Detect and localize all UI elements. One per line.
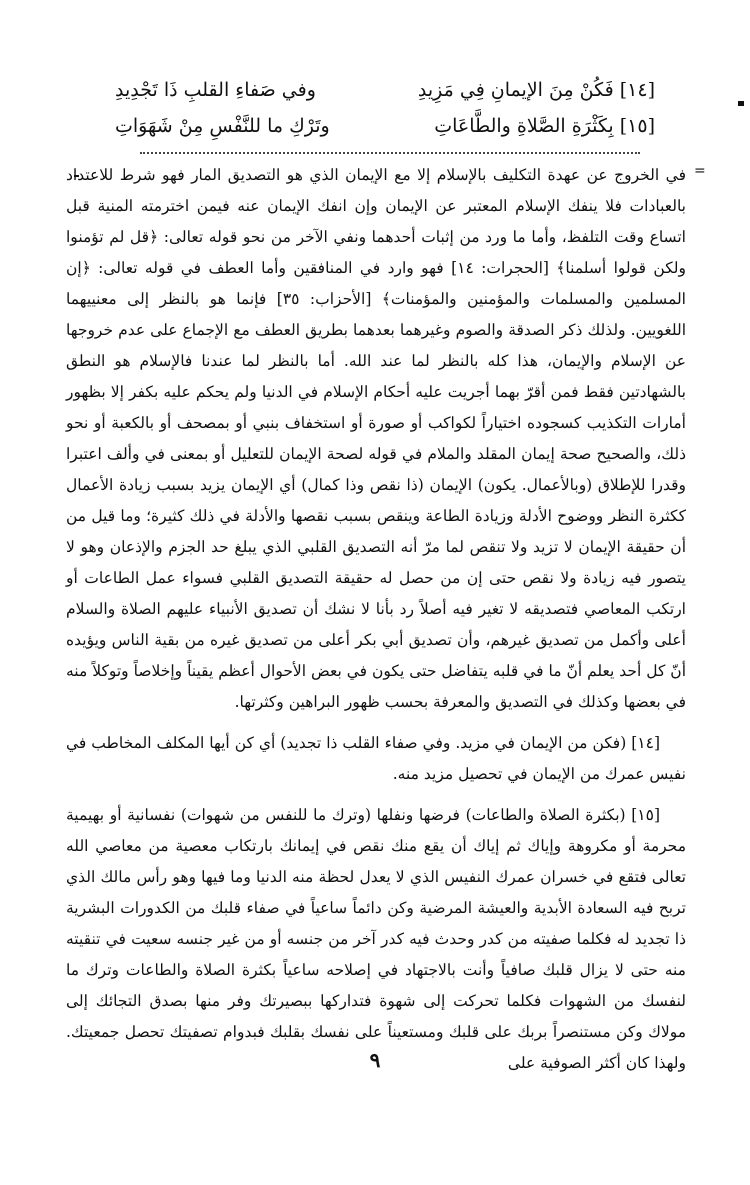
page-number: ٩ <box>369 1048 381 1072</box>
verse-line <box>115 72 655 108</box>
commentary-paragraph: [١٤] (فكن من الإيمان في مزيد. وفي صفاء القلب ذا تجديد) أي كن أيها المكلف المخاطب في نفيس عمرك من الإيمان في تحصيل مزيد منه. <box>66 734 686 783</box>
verse-second-hemistich: وفي صَفاءِ القلبِ ذَا تَجْدِيدِ <box>115 79 316 101</box>
verse-line <box>115 108 655 144</box>
continuation-mark: = <box>694 163 706 179</box>
verse-second-hemistich: وتَرْكِ ما للنَّفْسِ مِنْ شَهَوَاتِ <box>115 115 330 137</box>
dotted-separator <box>140 152 640 154</box>
commentary-text <box>66 160 686 1079</box>
verse-first-hemistich: [١٥] بِكَثْرَةِ الصَّلاةِ والطَّاعَاتِ <box>434 115 655 137</box>
margin-mark <box>738 101 744 106</box>
verse-block <box>115 72 655 144</box>
verse-first-hemistich: [١٤] فَكُنْ مِنَ الإيمانِ فِي مَزِيدِ <box>417 79 655 101</box>
commentary-paragraph: [١٥] (بكثرة الصلاة والطاعات) فرضها ونفلها (وترك ما للنفس من شهوات) نفسانية أو بهيمية محرمة أو مكروهة وإياك ثم إياك أن يقع منك نقص في إيمانك بارتكاب معصية من معاصي الله تعالى فتقع في خسران عمرك النفيس الذي لا يعدل لحظة منه الدنيا وما فيها وهو رأس مالك الذي تربح فيه السعادة الأبدية والعيشة المرضية وكن دائماً ساعياً في صفاء قلبك من الكدورات البشرية ذا تجديد له فكلما صفيته من كدر وحدث فيه كدر آخر من جنسه أو من غير جنسه سعيت في تنقيته منه حتى لا يزال قلبك صافياً وأنت بالاجتهاد في إصلاحه ساعياً بكثرة الصلاة والطاعات وترك ما لنفسك من الشهوات فكلما تحركت إلى شهوة فتداركها ببصيرتك وفر منها بصدق التجائك إلى مولاك وكن مستنصراً بربك على قلبك ومستعيناً على نفسك بقلبك فبدوام تصفيتك تحصل جمعيتك. ولهذا كان أكثر الصوفية على <box>66 806 686 1072</box>
commentary-paragraph: في الخروج عن عهدة التكليف بالإسلام إلا مع الإيمان الذي هو التصديق المار فهو شرط للاعتداد بالعبادات فلا ينفك الإسلام المعتبر عن الإيمان وإن انفك الإيمان عنه فيمن اخترمته المنية قبل اتساع وقت التلفظ، وأما ما ورد من إثبات أحدهما ونفي الآخر من نحو قوله تعالى: ﴿قل لم تؤمنوا ولكن قولوا أسلمنا﴾ [الحجرات: ١٤] فهو وارد في المنافقين وأما العطف في قوله تعالى: ﴿إن المسلمين والمسلمات والمؤمنين والمؤمنات﴾ [الأحزاب: ٣٥] فإنما هو بالنظر إلى معنييهما اللغويين. ولذلك ذكر الصدقة والصوم وغيرهما بعدهما بطريق العطف مع الإجماع على عدم خروجها عن الإسلام والإيمان، هذا كله بالنظر لما عند الله. أما بالنظر لما عندنا فالإسلام هو النطق بالشهادتين فقط فمن أقرّ بهما أجريت عليه أحكام الإسلام في الدنيا ولم يحكم عليه بكفر إلا بظهور أمارات التكذيب كسجوده اختياراً لكواكب أو صورة أو استخفاف بنبي أو بمصحف أو بالكعبة أو نحو ذلك، والصحيح صحة إيمان المقلد والملام في قوله لصحة الإيمان للتعليل أو بمعنى في وألف اعتبرا وقدرا للإطلاق (وبالأعمال. يكون) الإيمان (ذا نقص وذا كمال) أي الإيمان يزيد بسبب زيادة الأعمال ككثرة النظر ووضوح الأدلة وزيادة الطاعة وينقص بسبب نقصها والأدلة في ذلك كثيرة؛ وما قيل من أن حقيقة الإيمان لا تزيد ولا تنقص لما مرّ أنه التصديق القلبي الذي يبلغ حد الجزم والإذعان وهو لا يتصور فيه زيادة ولا نقص حتى إن من حصل له حقيقة التصديق القلبي فسواء عمل الطاعات أو ارتكب المعاصي فتصديقه لا تغير فيه أصلاً رد بأنا لا نشك أن تصديق الأنبياء عليهم الصلاة والسلام أعلى وأكمل من تصديق غيرهم، وأن تصديق أبي بكر أعلى من تصديق غيره من بقية الناس ويؤيده أنّ كل أحد يعلم أنّ ما في قلبه يتفاضل حتى يكون في بعض الأحوال أعظم يقيناً وإخلاصاً وتوكلاً منه في بعضها وكذلك في التصديق والمعرفة بحسب ظهور البراهين وكثرتها. <box>66 166 687 711</box>
